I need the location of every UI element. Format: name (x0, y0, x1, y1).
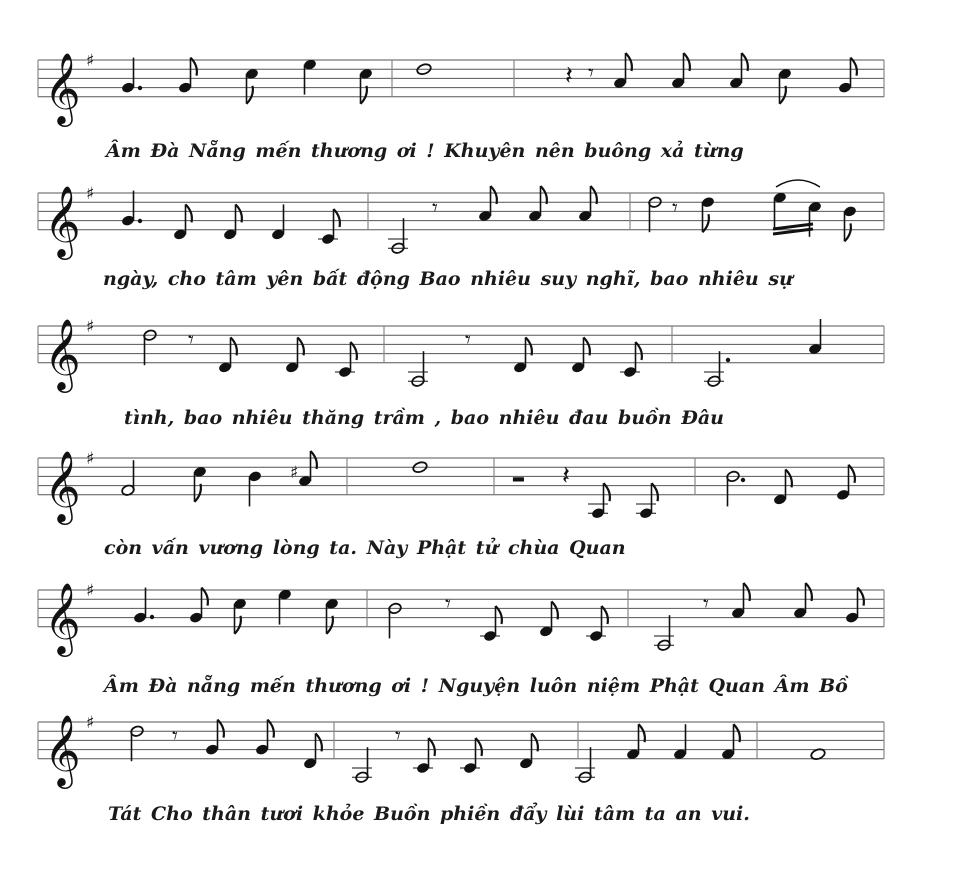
rest-icon: 𝄾 (172, 724, 178, 749)
note-flag (742, 53, 748, 71)
treble-clef-icon: 𝄞 (44, 580, 81, 654)
note-flag (311, 451, 317, 469)
rest-icon: 𝄾 (465, 328, 471, 353)
note-flag (626, 53, 632, 71)
sharp-icon: ♯ (86, 51, 95, 71)
augmentation-dot (726, 358, 730, 362)
lyric-line-3: tình, bao nhiêu thăng trầm , bao nhiêu đau buồn Đâu (124, 407, 724, 429)
note-flag (541, 186, 547, 204)
note-flag (236, 204, 242, 222)
note-flag (584, 337, 590, 355)
rest-icon: 𝄾 (703, 592, 709, 617)
note-flag (806, 583, 812, 601)
sharp-icon: ♯ (86, 317, 95, 337)
rest-icon: 𝄽 (562, 461, 570, 491)
note-flag (316, 733, 322, 751)
rest-icon: ▂ (513, 466, 524, 482)
note-flag (235, 616, 241, 634)
note-flag (780, 86, 786, 104)
rest-icon: 𝄾 (672, 196, 678, 221)
note-flag (231, 337, 237, 355)
note-flag (734, 724, 740, 742)
treble-clef-icon: 𝄞 (44, 448, 81, 522)
note-flag (591, 186, 597, 204)
rest-icon: 𝄽 (565, 61, 573, 91)
note-flag (552, 601, 558, 619)
sharp-icon: ♯ (86, 449, 95, 469)
note-flag (786, 469, 792, 487)
note-flag (744, 583, 750, 601)
sharp-icon: ♯ (86, 581, 95, 601)
sharp-icon: ♯ (290, 463, 299, 483)
rest-icon: 𝄾 (432, 196, 438, 221)
note-flag (298, 337, 304, 355)
note-flag (526, 337, 532, 355)
augmentation-dot (150, 615, 154, 619)
rest-icon: 𝄾 (588, 61, 594, 86)
note-flag (361, 86, 367, 104)
rest-icon: 𝄾 (395, 724, 401, 749)
note-flag (327, 616, 333, 634)
treble-clef-icon: 𝄞 (44, 50, 81, 124)
note-flag (247, 86, 253, 104)
treble-clef-icon: 𝄞 (44, 712, 81, 786)
rest-icon: 𝄾 (188, 328, 194, 353)
sharp-icon: ♯ (86, 184, 95, 204)
augmentation-dot (741, 478, 745, 482)
augmentation-dot (138, 219, 142, 223)
note-flag (845, 223, 851, 241)
lyric-line-6: Tát Cho thân tươi khỏe Buồn phiền đẩy lùi tâm ta an vui. (108, 803, 750, 825)
note-flag (684, 53, 690, 71)
note-flag (186, 204, 192, 222)
lyric-line-2: ngày, cho tâm yên bất động Bao nhiêu suy nghĩ, bao nhiêu sự (103, 268, 793, 290)
slur (776, 180, 820, 187)
lyric-line-5: Âm Đà nẵng mến thương ơi ! Nguyện luôn niệm Phật Quan Âm Bồ (104, 675, 848, 697)
sharp-icon: ♯ (86, 713, 95, 733)
note-flag (639, 724, 645, 742)
lyric-line-1: Âm Đà Nẵng mến thương ơi ! Khuyên nên buông xả từng (106, 140, 744, 162)
note-flag (532, 733, 538, 751)
note-flag (195, 484, 201, 502)
rest-icon: 𝄾 (445, 592, 451, 617)
note-flag (491, 186, 497, 204)
lyric-line-4: còn vấn vương lòng ta. Này Phật tử chùa Quan (104, 537, 626, 559)
augmentation-dot (138, 86, 142, 90)
treble-clef-icon: 𝄞 (44, 316, 81, 390)
treble-clef-icon: 𝄞 (44, 183, 81, 257)
